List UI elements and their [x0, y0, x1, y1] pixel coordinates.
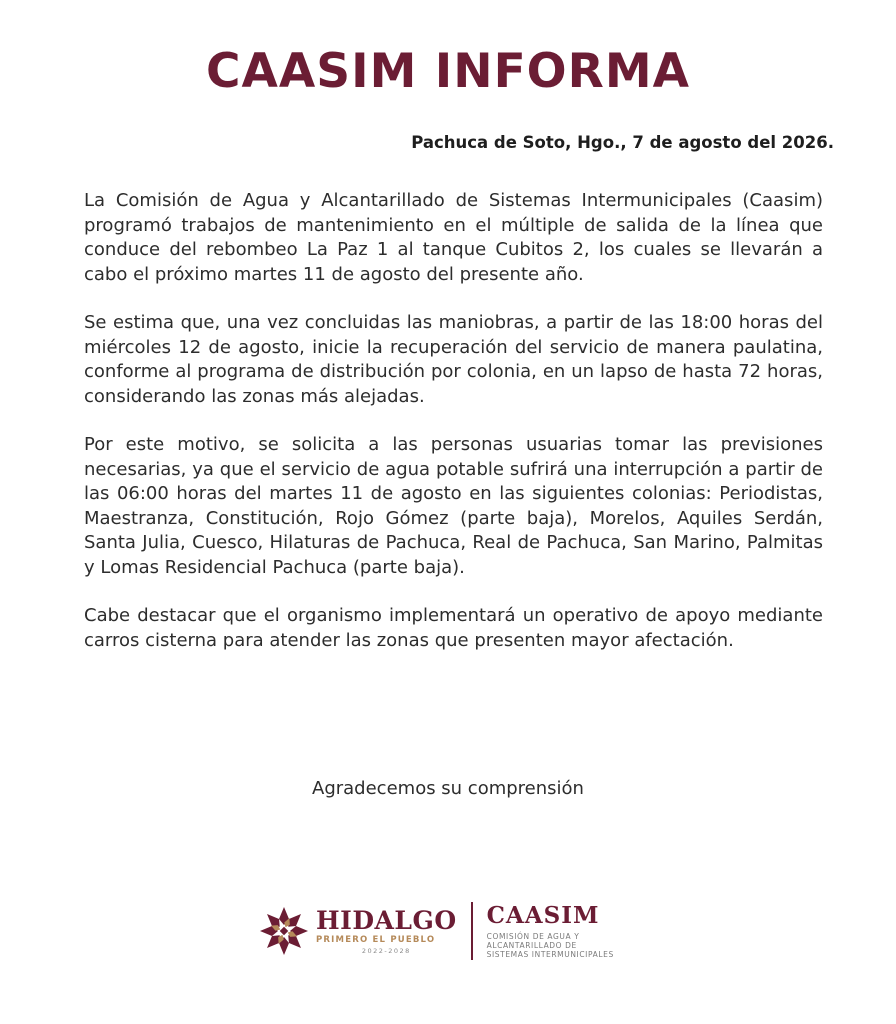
caasim-subtitle-line: COMISIÓN DE AGUA Y	[486, 931, 580, 941]
dateline: Pachuca de Soto, Hgo., 7 de agosto del 2026.	[411, 133, 834, 152]
closing-text: Agradecemos su comprensión	[312, 778, 584, 799]
page-title: CAASIM INFORMA	[206, 44, 690, 99]
paragraph-3: Por este motivo, se solicita a las personas usuarias tomar las previsiones necesarias, ya que el servicio de agua potable sufrirá una interrupción a partir de las 06:00 horas del martes 11 de agosto en las siguientes colonias: Periodistas, Maestranza, Constitución, Rojo Gómez (parte baja), Morelos, Aquiles Serdán, Santa Julia, Cuesco, Hilaturas de Pachuca, Real de Pachuca, San Marino, Palmitas y Lomas Residencial Pachuca (parte baja).	[84, 434, 823, 578]
caasim-subtitle-line: SISTEMAS INTERMUNICIPALES	[486, 949, 614, 959]
paragraph-2: Se estima que, una vez concluidas las maniobras, a partir de las 18:00 horas del miércoles 12 de agosto, inicie la recuperación del servicio de manera paulatina, conforme al programa de distribución por colonia, en un lapso de hasta 72 horas, considerando las zonas más alejadas.	[84, 312, 823, 407]
hidalgo-logo	[316, 905, 457, 955]
hidalgo-star-icon	[258, 905, 310, 957]
paragraph-1: La Comisión de Agua y Alcantarillado de Sistemas Intermunicipales (Caasim) programó trabajos de mantenimiento en el múltiple de salida de la línea que conduce del rebombeo La Paz 1 al tanque Cubitos 2, los cuales se llevarán a cabo el próximo martes 11 de agosto del presente año.	[84, 190, 823, 285]
press-release-body	[84, 189, 823, 677]
caasim-name: CAASIM	[486, 901, 600, 929]
hidalgo-tagline: PRIMERO EL PUEBLO	[316, 934, 436, 945]
caasim-subtitle	[487, 932, 614, 959]
caasim-subtitle-line: ALCANTARILLADO DE	[486, 940, 577, 950]
logo-divider	[471, 902, 473, 960]
caasim-logo	[486, 901, 614, 959]
paragraph-4: Cabe destacar que el organismo implementará un operativo de apoyo mediante carros cisterna para atender las zonas que presenten mayor afectación.	[84, 605, 823, 651]
hidalgo-years: 2022-2028	[361, 946, 411, 955]
hidalgo-name: HIDALGO	[316, 905, 457, 935]
footer-logos	[258, 896, 614, 966]
